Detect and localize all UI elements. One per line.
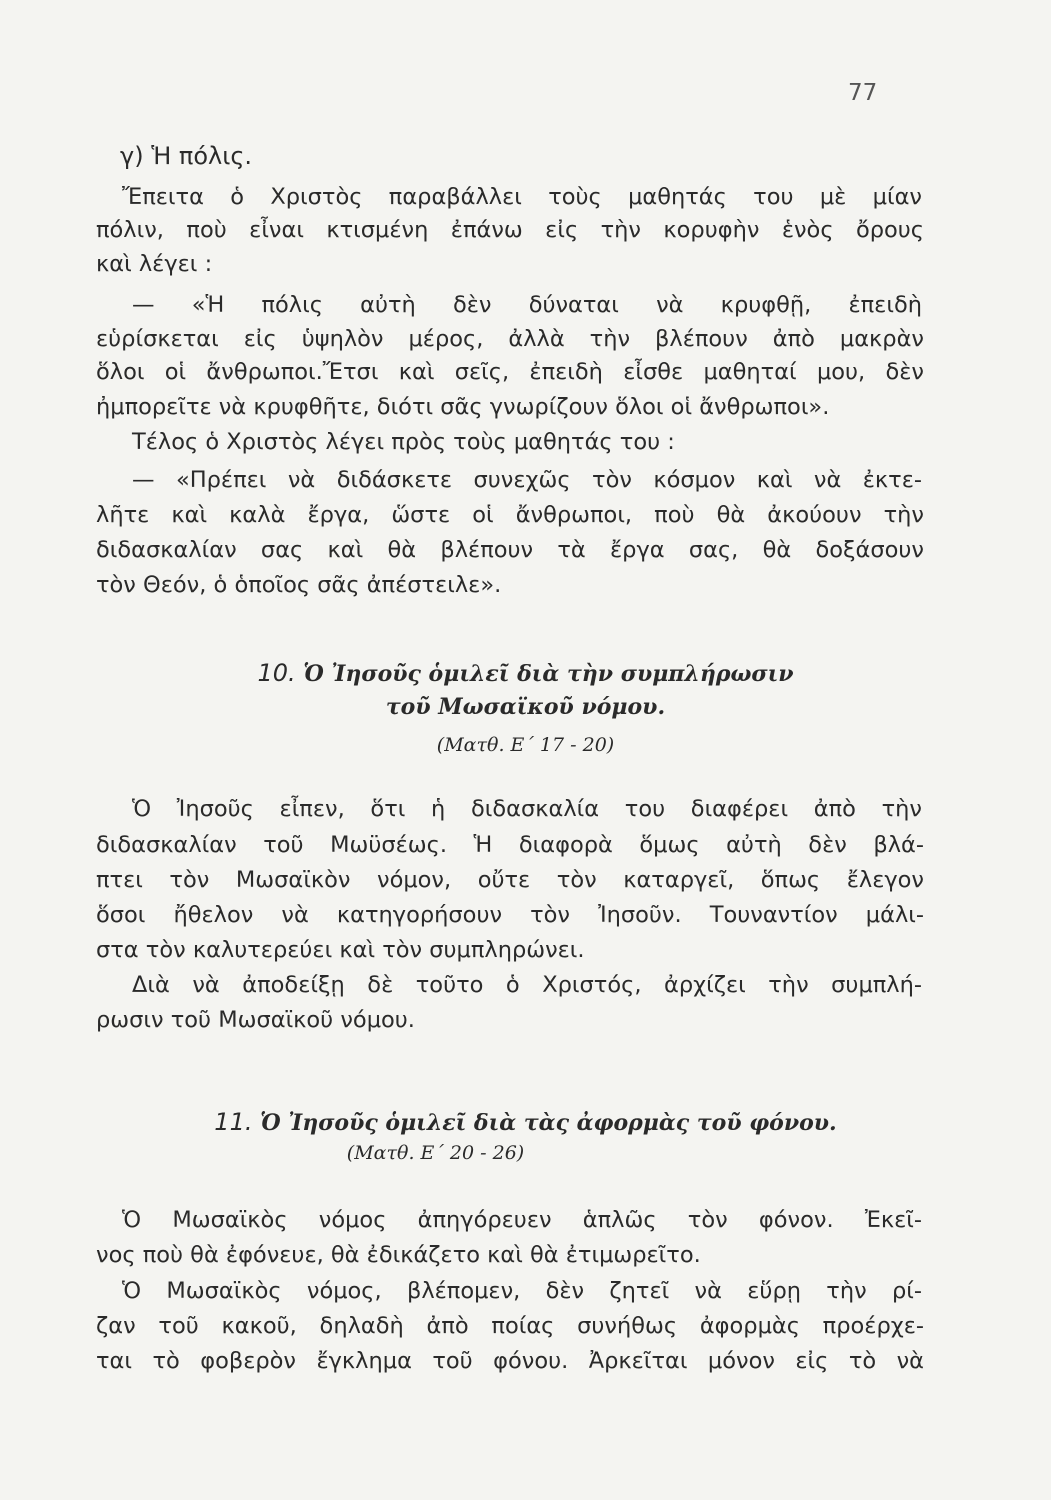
paragraph-line: ἠμπορεῖτε νὰ κρυφθῆτε, διότι σᾶς γνωρίζουν ὅλοι οἱ ἄνθρωποι». (96, 394, 830, 420)
paragraph-line: — «Ἡ πόλις αὐτὴ δὲν δύναται νὰ κρυφθῇ, ἐπειδὴ (132, 292, 922, 318)
page-number: 77 (848, 80, 878, 106)
paragraph-line: Ὁ Μωσαϊκὸς νόμος, βλέπομεν, δὲν ζητεῖ νὰ εὕρῃ τὴν ρί- (122, 1278, 922, 1304)
paragraph-line: Ὁ Μωσαϊκὸς νόμος ἀπηγόρευεν ἁπλῶς τὸν φόνον. Ἐκεῖ- (122, 1207, 922, 1233)
paragraph-line: ὅλοι οἱ ἄνθρωποι.Ἔτσι καὶ σεῖς, ἐπειδὴ εἶσθε μαθηταί μου, δὲν (96, 359, 924, 385)
paragraph-line: λῆτε καὶ καλὰ ἔργα, ὥστε οἱ ἄνθρωποι, ποὺ θὰ ἀκούουν τὴν (96, 502, 924, 528)
paragraph-line: Ὁ Ἰησοῦς εἶπεν, ὅτι ἡ διδασκαλία του διαφέρει ἀπὸ τὴν (132, 796, 922, 822)
section-11-heading (0, 1107, 1051, 1138)
section-11-number: 11. (214, 1108, 253, 1136)
section-11-reference: (Ματθ. Ε΄ 20 - 26) (346, 1142, 525, 1164)
paragraph-line: διδασκαλίαν σας καὶ θὰ βλέπουν τὰ ἔργα σας, θὰ δοξάσουν (96, 537, 924, 563)
paragraph-line: ται τὸ φοβερὸν ἔγκλημα τοῦ φόνου. Ἀρκεῖται μόνον εἰς τὸ νὰ (96, 1348, 924, 1374)
section-10-heading (0, 658, 1051, 689)
paragraph-line: στα τὸν καλυτερεύει καὶ τὸν συμπληρώνει. (96, 937, 585, 963)
paragraph-line: Τέλος ὁ Χριστὸς λέγει πρὸς τοὺς μαθητάς του : (132, 429, 675, 455)
paragraph-line: ζαν τοῦ κακοῦ, δηλαδὴ ἀπὸ ποίας συνήθως ἀφορμὰς προέρχε- (96, 1313, 924, 1339)
section-10-reference: (Ματθ. Ε΄ 17 - 20) (436, 734, 615, 756)
paragraph-line: πόλιν, ποὺ εἶναι κτισμένη ἐπάνω εἰς τὴν κορυφὴν ἑνὸς ὄρους (96, 217, 924, 243)
paragraph-line: εὑρίσκεται εἰς ὑψηλὸν μέρος, ἀλλὰ τὴν βλέπουν ἀπὸ μακρὰν (96, 326, 924, 352)
paragraph-line: καὶ λέγει : (96, 251, 213, 277)
section-10-title-line2: τοῦ Μωσαϊκοῦ νόμου. (385, 694, 666, 720)
section-g-heading: γ) Ἡ πόλις. (120, 142, 253, 170)
paragraph-line: Διὰ νὰ ἀποδείξῃ δὲ τοῦτο ὁ Χριστός, ἀρχίζει τὴν συμπλή- (132, 972, 922, 998)
paragraph-line: — «Πρέπει νὰ διδάσκετε συνεχῶς τὸν κόσμον καὶ νὰ ἐκτε- (132, 467, 922, 493)
paragraph-line: νος ποὺ θὰ ἐφόνευε, θὰ ἐδικάζετο καὶ θὰ ἐτιμωρεῖτο. (96, 1242, 701, 1268)
section-11-title: Ὁ Ἰησοῦς ὁμιλεῖ διὰ τὰς ἀφορμὰς τοῦ φόνου. (260, 1110, 837, 1136)
paragraph-line: πτει τὸν Μωσαϊκὸν νόμον, οὔτε τὸν καταργεῖ, ὅπως ἔλεγον (96, 867, 924, 893)
section-10-number: 10. (257, 659, 296, 687)
paragraph-line: ὅσοι ἤθελον νὰ κατηγορήσουν τὸν Ἰησοῦν. Τουναντίον μάλι- (96, 902, 924, 928)
paragraph-line: διδασκαλίαν τοῦ Μωϋσέως. Ἡ διαφορὰ ὅμως αὐτὴ δὲν βλά- (96, 832, 924, 858)
section-10-title-line1: Ὁ Ἰησοῦς ὁμιλεῖ διὰ τὴν συμπλήρωσιν (303, 661, 794, 687)
paragraph-line: Ἔπειτα ὁ Χριστὸς παραβάλλει τοὺς μαθητάς του μὲ μίαν (122, 184, 922, 210)
paragraph-line: τὸν Θεόν, ὁ ὁποῖος σᾶς ἀπέστειλε». (96, 572, 502, 598)
paragraph-line: ρωσιν τοῦ Μωσαϊκοῦ νόμου. (96, 1007, 415, 1033)
